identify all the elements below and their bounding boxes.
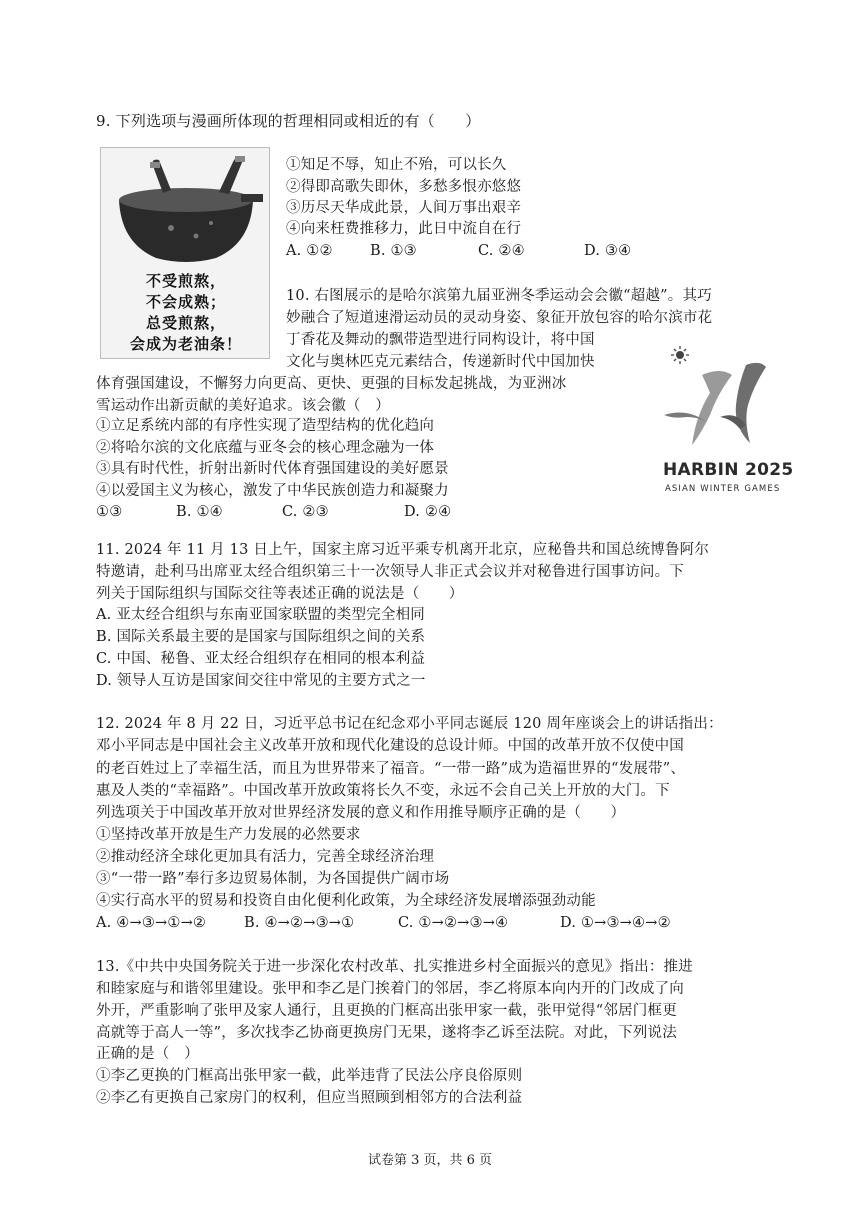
q13-stem-line: 正确的是（ ）: [96, 1046, 199, 1062]
q11-option: D. 领导人互访是国家间交往中常见的主要方式之一: [96, 673, 426, 689]
q12-option: ①坚持改革开放是生产力发展的必然要求: [96, 827, 361, 843]
q9-option: ②得即高歌失即休，多愁多恨亦悠悠: [286, 179, 522, 195]
q11-stem-line: 11. 2024 年 11 月 13 日上午，国家主席习近平乘专机离开北京，应秘鲁共和国总统博鲁阿尔: [96, 542, 710, 558]
q12-stem-line: 惠及人类的“幸福路”。中国改革开放政策将长久不变，永远不会自己关上开放的大门。下: [96, 783, 670, 799]
q9-option: ④向来枉费推移力，此日中流自在行: [286, 221, 522, 237]
q10-stem-line: 10. 右图展示的是哈尔滨第九届亚洲冬季运动会会徽“超越”。其巧: [286, 288, 712, 304]
q11-option: C. 中国、秘鲁、亚太经合组织存在相同的根本利益: [96, 651, 426, 667]
q12-stem-line: 的老百姓过上了幸福生活，而且为世界带来了福音。“一带一路”成为造福世界的“发展带”、: [96, 761, 686, 777]
cartoon-caption-line: 总受煎熬，: [145, 314, 226, 332]
emblem-subtitle: ASIAN WINTER GAMES: [665, 484, 781, 494]
harbin-2025-emblem: [650, 345, 800, 500]
q10-stem-line: 体育强国建设，不懈努力向更高、更快、更强的目标发起挑战，为亚洲冰: [96, 376, 567, 392]
emblem-title: HARBIN 2025: [663, 460, 794, 480]
q13-stem-line: 13.《中共中央国务院关于进一步深化农村改革、扎实推进乡村全面振兴的意见》指出：推进: [96, 959, 693, 975]
q10-choice-c: C. ②③: [282, 504, 329, 520]
q13-option: ②李乙有更换自己家房门的权利，但应当照顾到相邻方的合法利益: [96, 1090, 523, 1106]
cartoon-caption-line: 不受煎熬，: [145, 272, 226, 290]
asian-winter-games-logo-icon: [650, 345, 800, 460]
q10-choice-b: B. ①④: [176, 504, 223, 520]
q12-choice-b: B. ④→②→③→①: [244, 915, 355, 931]
q10-stem-line: 妙融合了短道速滑运动员的灵动身姿、象征开放包容的哈尔滨市花: [286, 310, 713, 326]
q12-choice-c: C. ①→②→③→④: [398, 915, 509, 931]
q10-stem-line: 文化与奥林匹克元素结合，传递新时代中国加快: [286, 354, 595, 370]
q10-stem-line: 雪运动作出新贡献的美好追求。该会徽（ ）: [96, 398, 390, 414]
q12-option: ②推动经济全球化更加具有活力，完善全球经济治理: [96, 849, 435, 865]
q13-stem-line: 高就等于高人一等”，多次找李乙协商更换房门无果，遂将李乙诉至法院。对此，下列说法: [96, 1025, 677, 1041]
cartoon-caption-line: 不会成熟；: [145, 293, 226, 311]
q9-choice-d: D. ③④: [584, 243, 632, 259]
q12-choice-d: D. ①→③→④→②: [560, 915, 671, 931]
q10-option: ①立足系统内部的有序性实现了造型结构的优化趋向: [96, 418, 435, 434]
cartoon-caption-line: 会成为老油条！: [129, 335, 242, 353]
cartoon-image: [100, 147, 270, 359]
q12-choice-a: A. ④→③→①→②: [96, 915, 207, 931]
q11-option: B. 国际关系最主要的是国家与国际组织之间的关系: [96, 629, 426, 645]
q9-choice-b: B. ①③: [370, 243, 417, 259]
q10-option: ③具有时代性，折射出新时代体育强国建设的美好愿景: [96, 461, 449, 477]
q10-option: ②将哈尔滨的文化底蕴与亚冬会的核心理念融为一体: [96, 440, 435, 456]
q12-stem-line: 列选项关于中国改革开放对世界经济发展的意义和作用推导顺序正确的是（ ）: [96, 805, 626, 821]
q10-stem-line: 丁香花及舞动的飘带造型进行同构设计，将中国: [286, 332, 595, 348]
q9-choice-a: A. ①②: [286, 243, 333, 259]
page-footer: 试卷第 3 页，共 6 页: [367, 1153, 493, 1168]
q11-stem-line: 特邀请，赴利马出席亚太经合组织第三十一次领导人非正式会议并对秘鲁进行国事访问。下: [96, 564, 684, 580]
q9-title: 9. 下列选项与漫画所体现的哲理相同或相近的有（ ）: [96, 112, 481, 130]
q9-choice-c: C. ②④: [478, 243, 525, 259]
q9-option: ①知足不辱，知止不殆，可以长久: [286, 157, 507, 173]
q11-option: A. 亚太经合组织与东南亚国家联盟的类型完全相同: [96, 607, 425, 623]
q10-option: ④以爱国主义为核心，激发了中华民族创造力和凝聚力: [96, 483, 449, 499]
q13-option: ①李乙更换的门框高出张甲家一截，此举违背了民法公序良俗原则: [96, 1068, 523, 1084]
q11-stem-line: 列关于国际组织与国际交往等表述正确的说法是（ ）: [96, 586, 464, 602]
q9-option: ③历尽天华成此景，人间万事出艰辛: [286, 200, 522, 216]
q12-option: ③“一带一路”奉行多边贸易体制，为各国提供广阔市场: [96, 871, 450, 887]
q12-option: ④实行高水平的贸易和投资自由化便利化政策，为全球经济发展增添强劲动能: [96, 893, 596, 909]
q13-stem-line: 和睦家庭与和谐邻里建设。张甲和李乙是门挨着门的邻居，李乙将原本向内开的门改成了向: [96, 981, 684, 997]
q12-stem-line: 12. 2024 年 8 月 22 日，习近平总书记在纪念邓小平同志诞辰 120 周年座谈会上的讲话指出：: [96, 716, 723, 732]
q12-stem-line: 邓小平同志是中国社会主义改革开放和现代化建设的总设计师。中国的改革开放不仅使中国: [96, 738, 684, 754]
q10-choice-a: ①③: [96, 504, 123, 520]
q10-choice-d: D. ②④: [404, 504, 452, 520]
q13-stem-line: 外开，严重影响了张甲及家人通行，且更换的门框高出张甲家一截，张甲觉得“邻居门框更: [96, 1003, 677, 1019]
